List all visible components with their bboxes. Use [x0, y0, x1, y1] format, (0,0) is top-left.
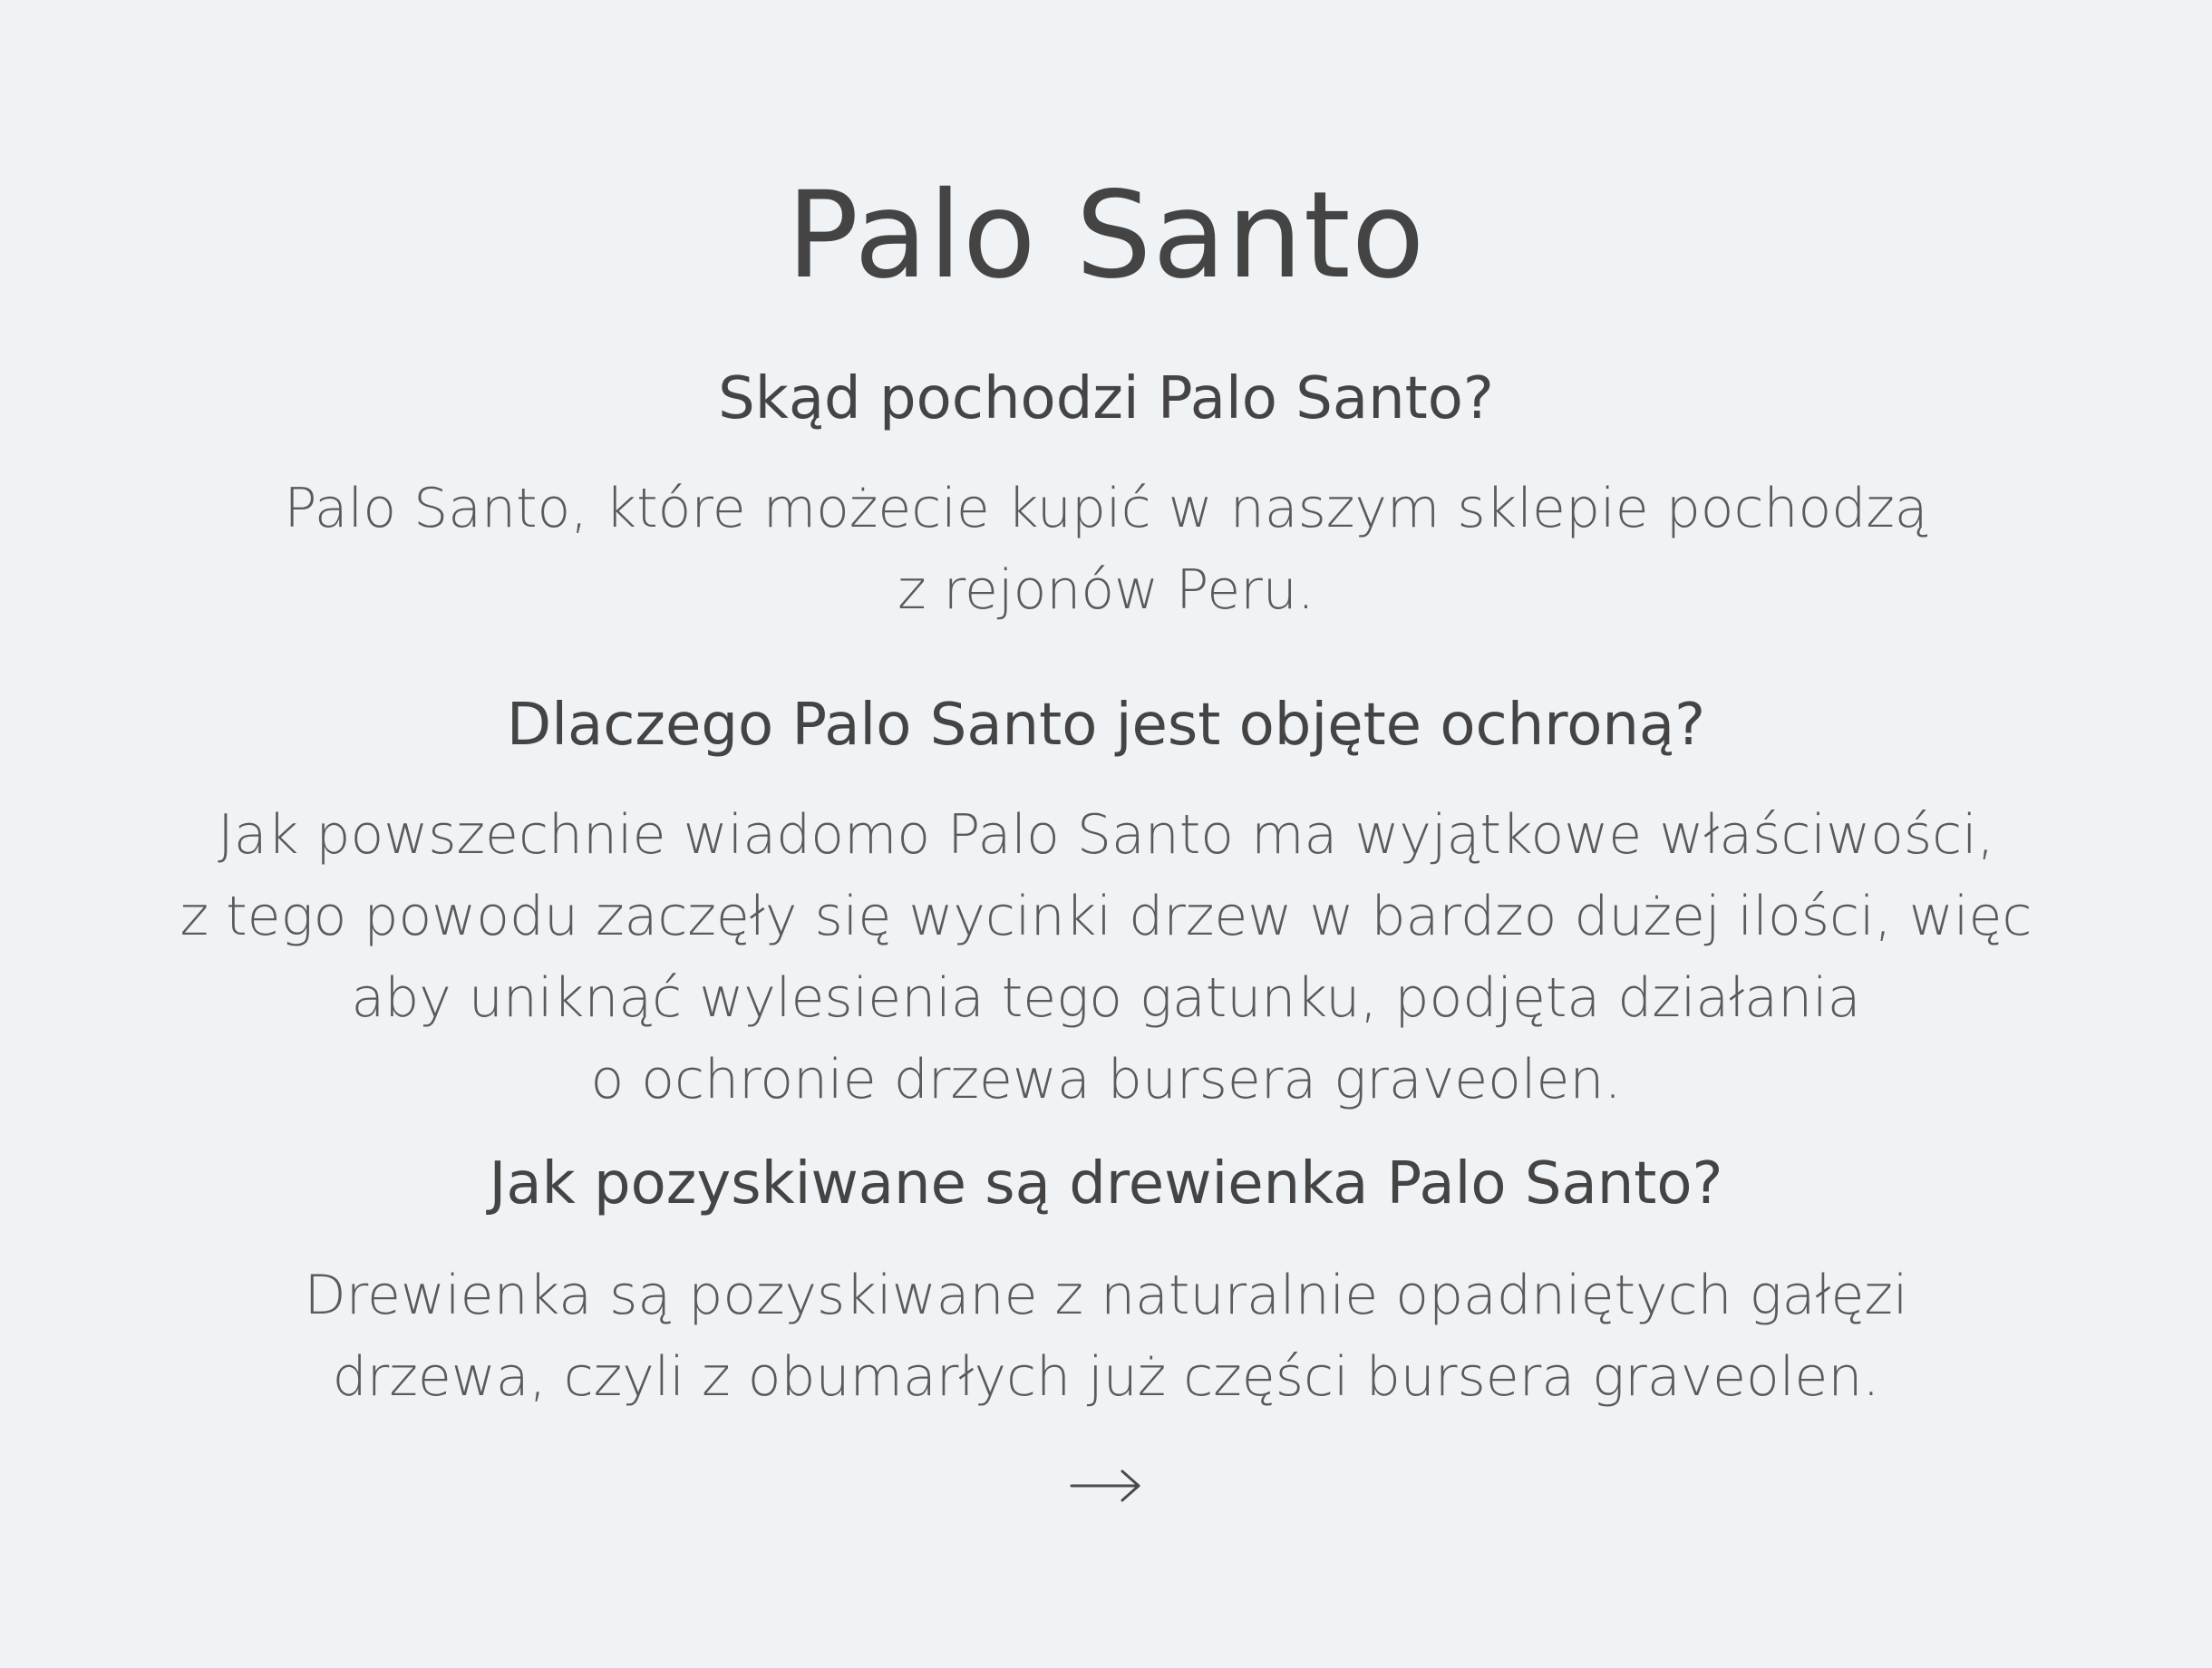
text-line: aby uniknąć wylesienia tego gatunku, podjęta działania: [351, 966, 1861, 1030]
text-line: Palo Santo, które możecie kupić w naszym sklepie pochodzą: [284, 477, 1928, 540]
text-line: drzewa, czyli z obumarłych już części bursera graveolen.: [332, 1345, 1880, 1409]
section-text-protection: [73, 794, 2139, 1120]
text-line: o ochronie drzewa bursera graveolen.: [590, 1048, 1622, 1111]
section-heading-protection: Dlaczego Palo Santo jest objęte ochroną?: [506, 692, 1706, 759]
arrow-right-icon: [1070, 1463, 1142, 1508]
text-line: z rejonów Peru.: [897, 558, 1315, 622]
text-line: Drewienka są pozyskiwane z naturalnie opadniętych gałęzi: [304, 1264, 1908, 1327]
text-line: z tego powodu zaczęły się wycinki drzew w bardzo dużej ilości, więc: [179, 885, 2033, 948]
section-heading-origin: Skąd pochodzi Palo Santo?: [718, 365, 1494, 432]
section-heading-harvesting: Jak pozyskiwane są drewienka Palo Santo?: [489, 1150, 1723, 1217]
page-title: Palo Santo: [786, 166, 1426, 305]
section-text-harvesting: [73, 1255, 2139, 1418]
text-line: Jak powszechnie wiadomo Palo Santo ma wyjątkowe właściwości,: [218, 803, 1994, 867]
next-arrow-button[interactable]: [1070, 1463, 1142, 1508]
section-text-origin: [73, 468, 2139, 631]
